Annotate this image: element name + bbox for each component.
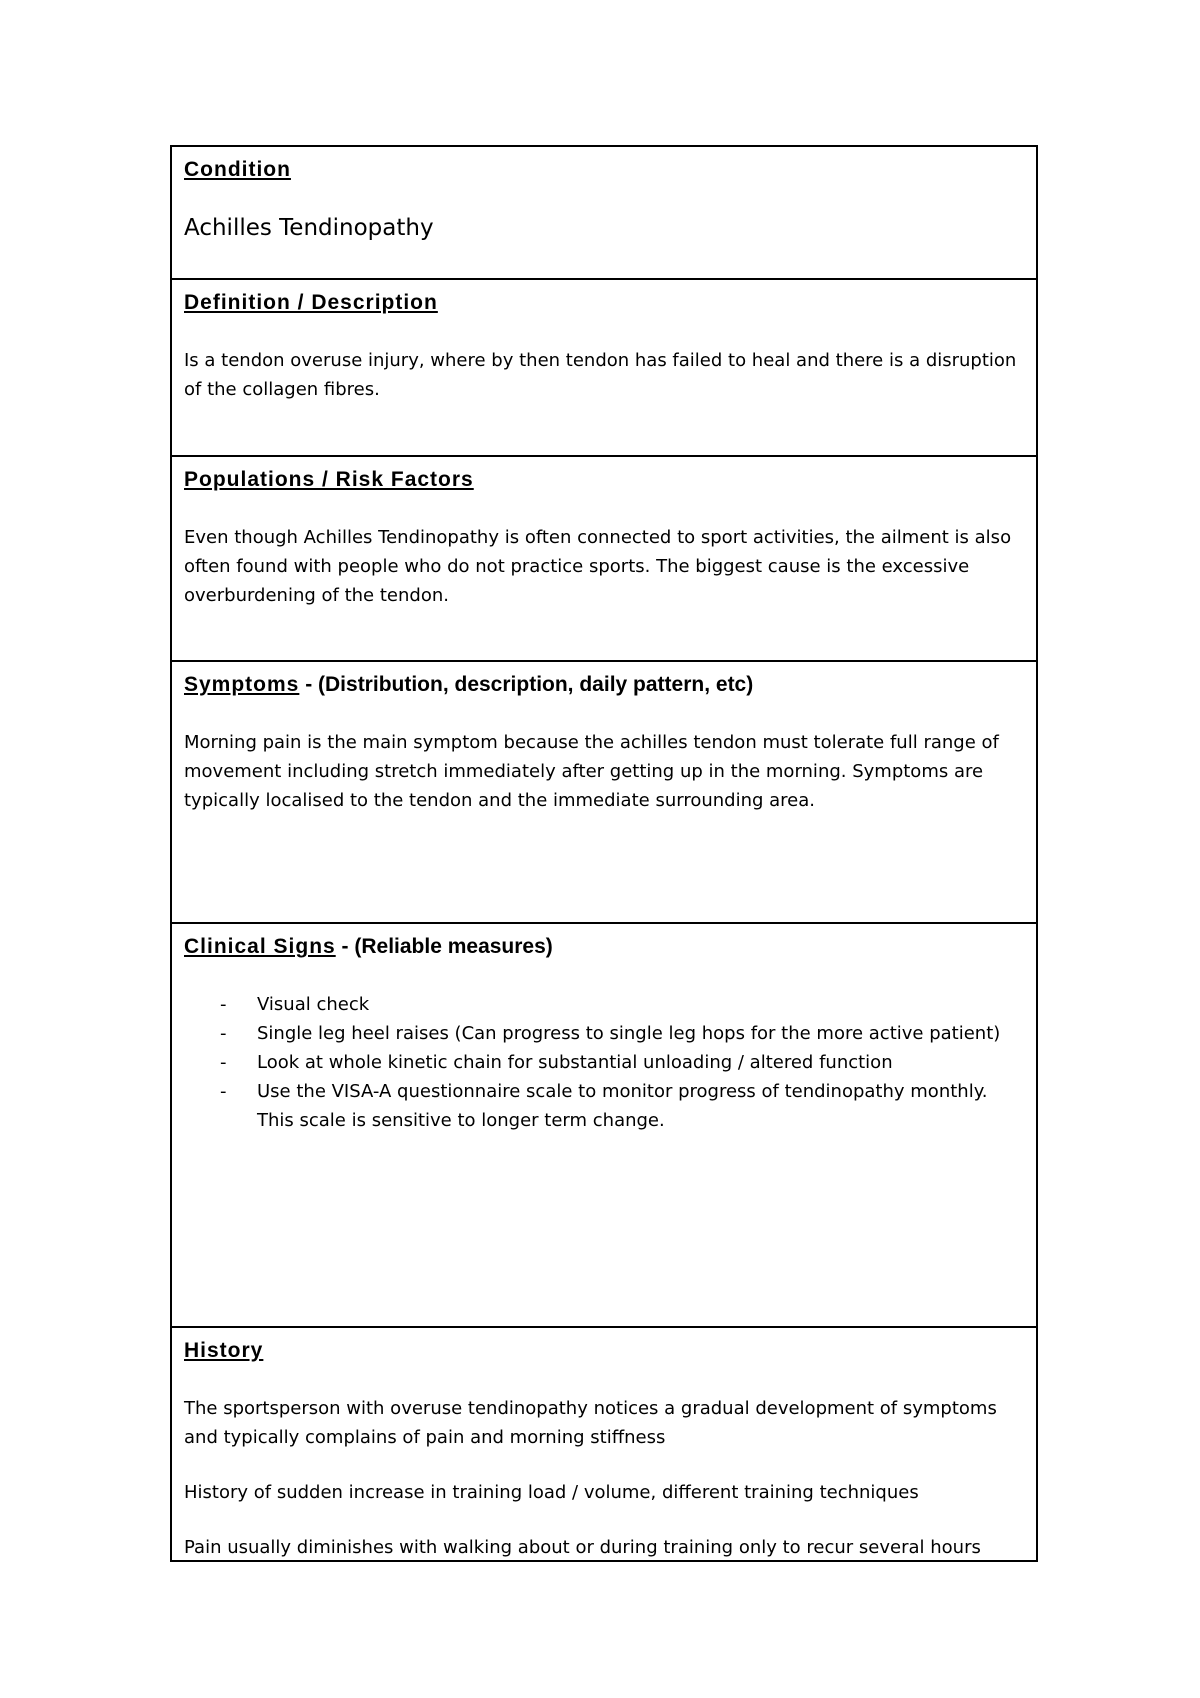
history-paragraph: The sportsperson with overuse tendinopathy notices a gradual development of symptoms and typically complains of pain and morning stiffness [184, 1398, 997, 1448]
definition-section [172, 280, 1036, 457]
bullet-dash: - [220, 1081, 227, 1102]
list-item-text: Single leg heel raises (Can progress to single leg hops for the more active patient) [257, 1023, 1001, 1044]
history-paragraph: History of sudden increase in training load / volume, different training techniques [184, 1482, 919, 1503]
symptoms-heading: Symptoms [184, 673, 300, 696]
symptoms-heading-suffix: - (Distribution, description, daily pattern, etc) [299, 673, 754, 696]
list-item [184, 1077, 1024, 1135]
definition-heading: Definition / Description [184, 291, 438, 314]
history-section [172, 1328, 1036, 1560]
clinical-signs-heading-suffix: - (Reliable measures) [335, 935, 553, 958]
clinical-signs-section [172, 924, 1036, 1328]
history-heading: History [184, 1339, 264, 1362]
condition-value: Achilles Tendinopathy [184, 215, 434, 241]
list-item [184, 1019, 1024, 1048]
list-item-text: Use the VISA-A questionnaire scale to monitor progress of tendinopathy monthly. This scale is sensitive to longer term change. [257, 1081, 988, 1131]
populations-section [172, 457, 1036, 662]
populations-heading: Populations / Risk Factors [184, 468, 474, 491]
definition-text: Is a tendon overuse injury, where by then tendon has failed to heal and there is a disruption of the collagen fibres. [184, 350, 1017, 400]
history-paragraph: Pain usually diminishes with walking about or during training only to recur several hours [184, 1537, 981, 1558]
clinical-signs-heading: Clinical Signs [184, 935, 336, 958]
condition-form-table [170, 145, 1038, 1562]
list-item [184, 990, 1024, 1019]
list-item-text: Look at whole kinetic chain for substantial unloading / altered function [257, 1052, 893, 1073]
clinical-signs-list [184, 990, 1024, 1135]
symptoms-section [172, 662, 1036, 924]
condition-heading: Condition [184, 158, 291, 181]
condition-section [172, 147, 1036, 280]
bullet-dash: - [220, 994, 227, 1015]
bullet-dash: - [220, 1023, 227, 1044]
bullet-dash: - [220, 1052, 227, 1073]
symptoms-text: Morning pain is the main symptom because the achilles tendon must tolerate full range of movement including stretch immediately after getting up in the morning. Symptoms are typically localised to the tendon and the immediate surrounding area. [184, 732, 999, 811]
list-item-text: Visual check [257, 994, 370, 1015]
list-item [184, 1048, 1024, 1077]
populations-text: Even though Achilles Tendinopathy is often connected to sport activities, the ailment is also often found with people who do not practice sports. The biggest cause is the excessive overburdening of the tendon. [184, 527, 1012, 606]
